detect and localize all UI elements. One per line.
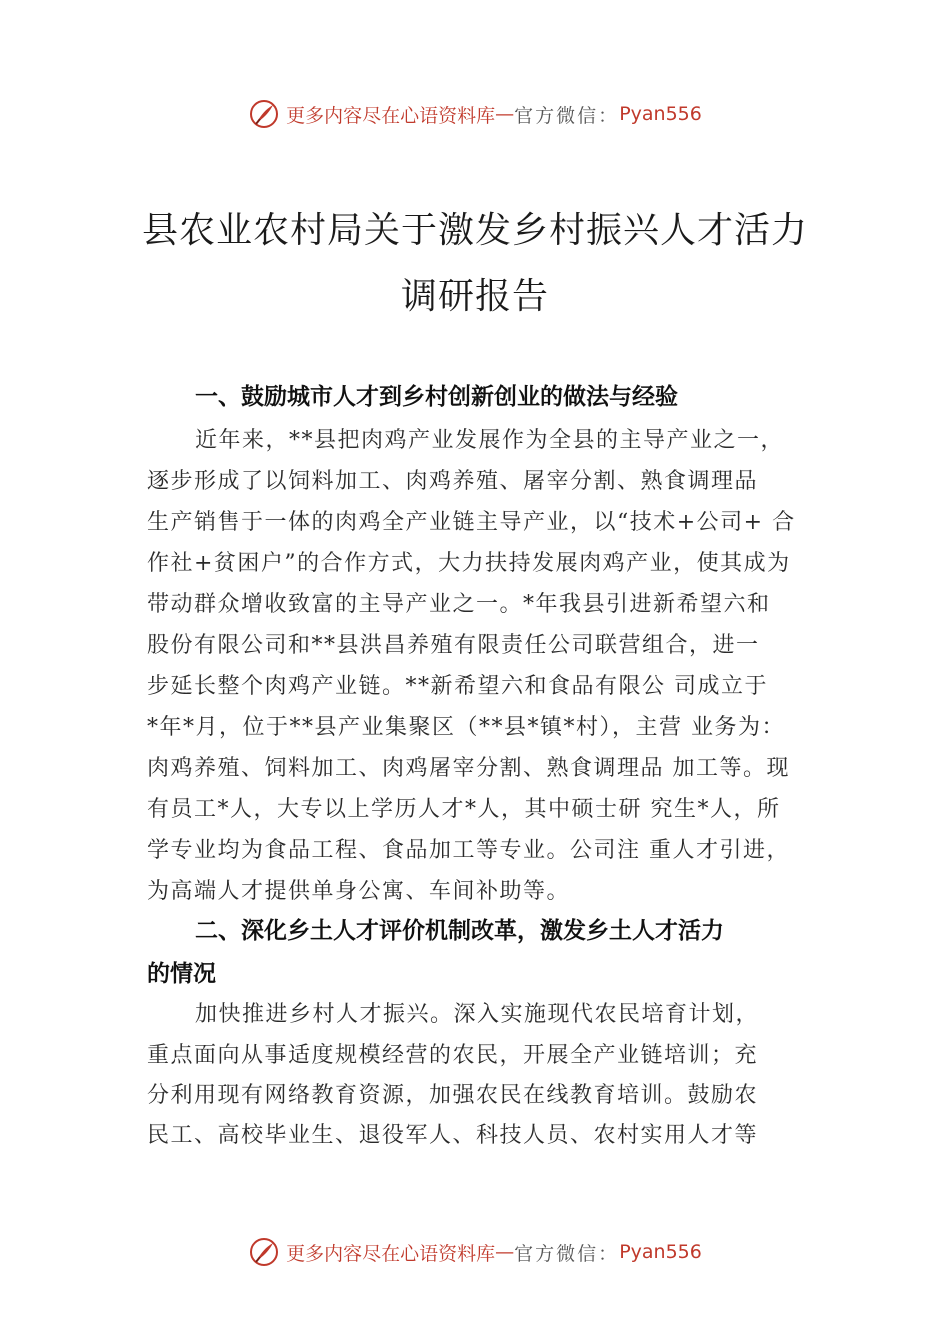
section-1-line: 生产销售于一体的肉鸡全产业链主导产业，以“技术+公司+ 合 — [147, 510, 796, 535]
section-1-line: 学专业均为食品工程、食品加工等专业。公司注 重人才引进， — [147, 838, 790, 863]
watermark-banner-bottom — [0, 1232, 950, 1272]
section-1-line: 近年来，**县把肉鸡产业发展作为全县的主导产业之一， — [195, 428, 785, 453]
section-1-line: 有员工*人，大专以上学历人才*人，其中硕士研 究生*人，所 — [147, 797, 781, 822]
section-2-line: 加快推进乡村人才振兴。深入实施现代农民培育计划， — [195, 1002, 760, 1027]
banner-separator: — — [495, 1241, 515, 1263]
banner-wechat-id: Pyan556 — [619, 103, 702, 125]
section-2-heading-line-2: 的情况 — [147, 961, 216, 987]
section-2-heading-line-1: 二、深化乡土人才评价机制改革，激发乡土人才活力 — [195, 918, 724, 944]
quill-logo-icon — [248, 98, 280, 130]
document-title-line-2: 调研报告 — [400, 276, 549, 317]
section-1-line: 肉鸡养殖、饲料加工、肉鸡屠宰分割、熟食调理品 加工等。现 — [147, 756, 790, 781]
section-1-line: *年*月，位于**县产业集聚区（**县*镇*村），主营 业务为： — [147, 715, 785, 740]
section-1-line: 为高端人才提供单身公寓、车间补助等。 — [147, 879, 571, 904]
quill-logo-icon — [248, 1236, 280, 1268]
section-1-line: 逐步形成了以饲料加工、肉鸡养殖、屠宰分割、熟食调理品 — [147, 469, 759, 494]
document-title-line-1: 县农业农村局关于激发乡村振兴人才活力 — [141, 210, 808, 251]
banner-brand-text: 更多内容尽在心语资料库 — [286, 1242, 496, 1265]
banner-brand-text: 更多内容尽在心语资料库 — [286, 104, 496, 127]
section-2-line: 民工、高校毕业生、退役军人、科技人员、农村实用人才等 — [147, 1123, 759, 1148]
banner-wechat-label: 官方微信： — [514, 1242, 620, 1265]
watermark-banner-top — [0, 94, 950, 134]
banner-wechat-label: 官方微信： — [514, 104, 620, 127]
section-1-heading: 一、鼓励城市人才到乡村创新创业的做法与经验 — [195, 384, 678, 410]
section-1-line: 股份有限公司和**县洪昌养殖有限责任公司联营组合，进一 — [147, 633, 760, 658]
banner-wechat-id: Pyan556 — [619, 1241, 702, 1263]
section-1-line: 步延长整个肉鸡产业链。**新希望六和食品有限公 司成立于 — [147, 674, 768, 699]
section-2-line: 重点面向从事适度规模经营的农民，开展全产业链培训；充 — [147, 1043, 759, 1068]
section-1-line: 作社+贫困户”的合作方式，大力扶持发展肉鸡产业，使其成为 — [147, 551, 791, 576]
section-1-line: 带动群众增收致富的主导产业之一。*年我县引进新希望六和 — [147, 592, 771, 617]
section-2-line: 分利用现有网络教育资源，加强农民在线教育培训。鼓励农 — [147, 1083, 759, 1108]
banner-separator: — — [495, 103, 515, 125]
